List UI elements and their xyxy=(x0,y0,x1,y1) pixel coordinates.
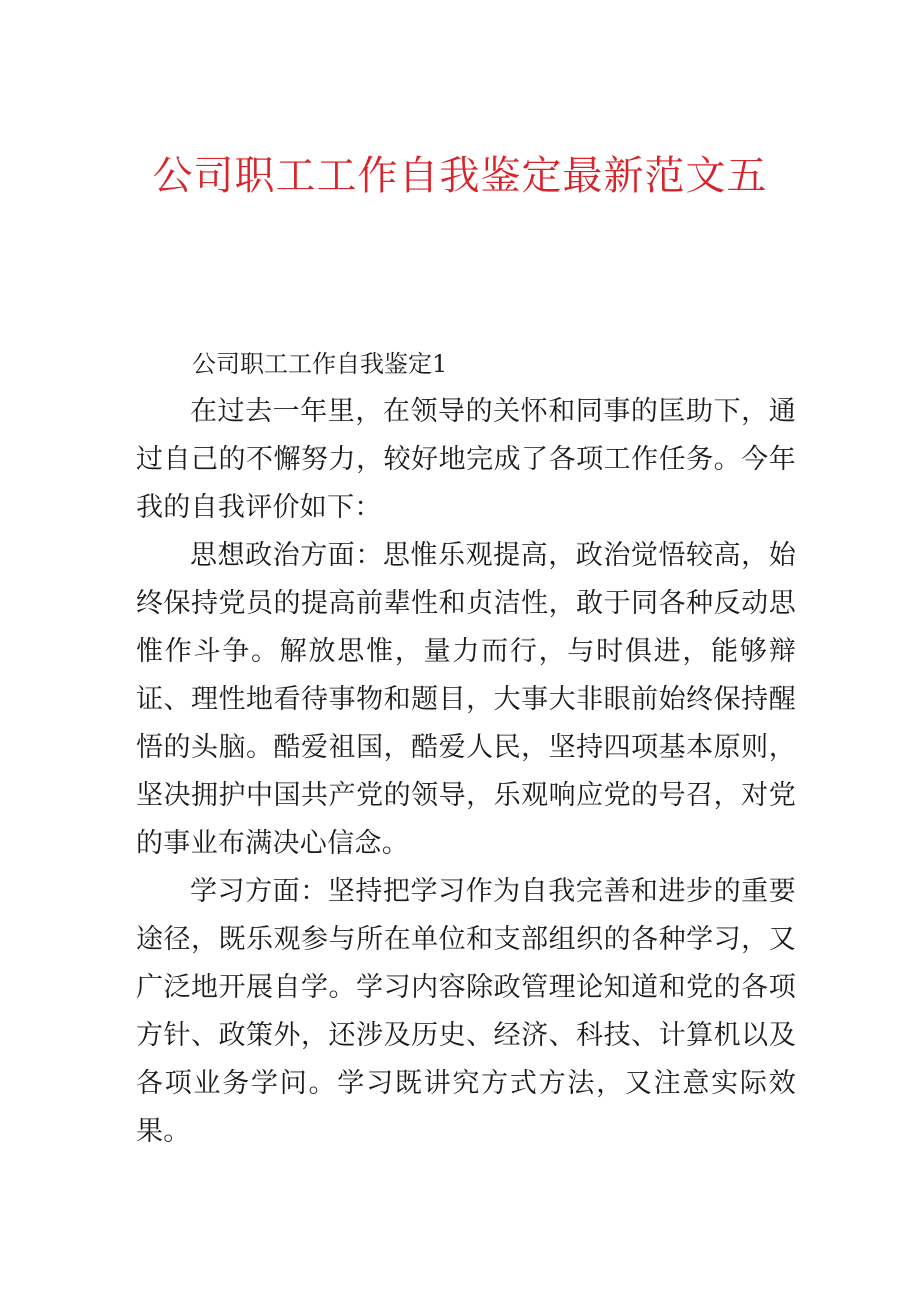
paragraph-intro: 在过去一年里，在领导的关怀和同事的匡助下，通过自己的不懈努力，较好地完成了各项工作任务。今年我的自我评价如下： xyxy=(136,396,796,523)
paragraph-study: 学习方面：坚持把学习作为自我完善和进步的重要途径，既乐观参与所在单位和支部组织的各种学习，又广泛地开展自学。学习内容除政管理论知道和党的各项方针、政策外，还涉及历史、经济、科技、计算机以及各项业务学问。学习既讲究方式方法，又注意实际效果。 xyxy=(136,876,796,1147)
section-heading: 公司职工工作自我鉴定1 xyxy=(192,350,448,378)
document-body xyxy=(136,340,796,1156)
document-title: 公司职工工作自我鉴定最新范文五 xyxy=(152,153,768,199)
paragraph-ideology-politics: 思想政治方面：思惟乐观提高，政治觉悟较高，始终保持党员的提高前辈性和贞洁性，敢于同各种反动思惟作斗争。解放思惟，量力而行，与时俱进，能够辩证、理性地看待事物和题目，大事大非眼前始终保持醒悟的头脑。酷爱祖国，酷爱人民，坚持四项基本原则，坚决拥护中国共产党的领导，乐观响应党的号召，对党的事业布满决心信念。 xyxy=(136,540,796,859)
